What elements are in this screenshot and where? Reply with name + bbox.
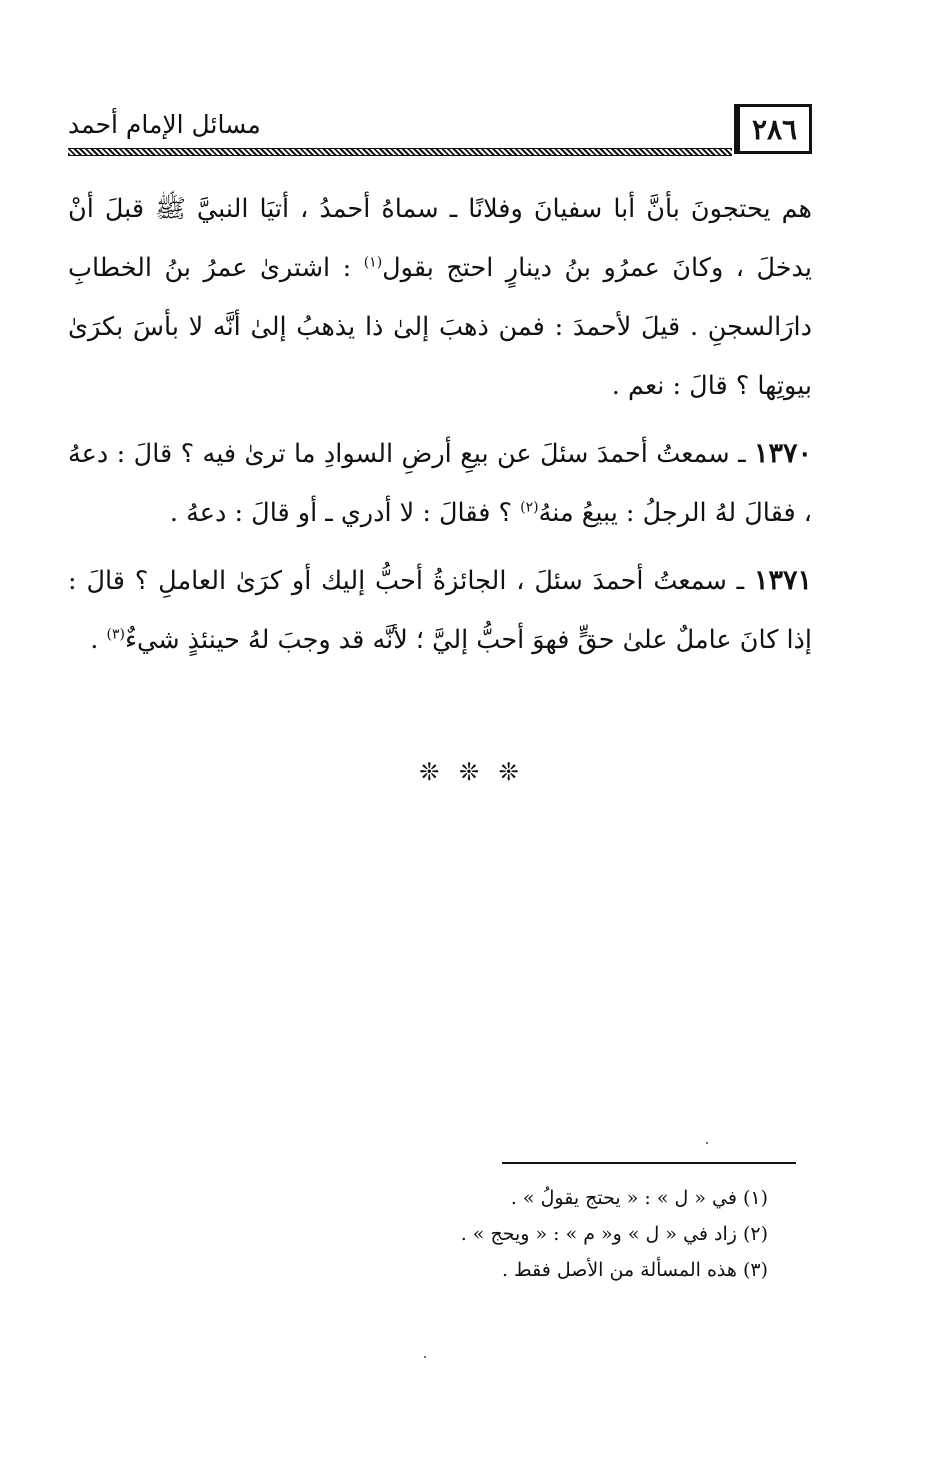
footnote-text: هذه المسألة من الأصل فقط . [501,1259,737,1281]
paragraph-continuation [68,180,812,416]
footnote-2 [348,1216,768,1252]
page-number: ٢٨٦ [734,104,812,154]
footnotes [348,1180,768,1288]
footnote-text: زاد في « ل » و« م » : « ويحج » . [460,1223,737,1245]
section-separator: ❊ ❊ ❊ [419,758,525,786]
issue-number: ١٣٧١ [753,565,812,596]
footnote-number: (٢) [742,1223,768,1245]
paragraph-text-tail: : اشترىٰ عمرُ بنُ الخطابِ دارَالسجنِ . قيلَ لأحمدَ : فمن ذهبَ إلىٰ ذا يذهبُ إلىٰ أنَّه لا بأسَ بكرَىٰ بيوتِها ؟ قالَ : نعم . [68,253,812,401]
footnote-ref-2[interactable]: (٢) [520,499,539,516]
issue-number: ١٣٧٠ [753,438,812,469]
footnote-1 [348,1180,768,1216]
issue-text: ـ سمعتُ أحمدَ سئلَ ، الجائزةُ أحبُّ إليك أو كرَىٰ العاملِ ؟ قالَ : إذا كانَ عاملٌ علىٰ حقٍّ فهوَ أحبُّ إليَّ ؛ لأنَّه قد وجبَ لهُ حينئذٍ شيءٌ [68,566,812,655]
issue-1371 [68,551,812,670]
main-text [68,180,812,670]
footnote-number: (١) [742,1187,768,1209]
page-header [68,100,812,162]
issue-text-tail: . [90,625,107,655]
paragraph-text: هم يحتجونَ بأنَّ أبا سفيانَ وفلانًا ـ سماهُ أحمدُ ، أتيَا النبيَّ ﷺ قبلَ أنْ يدخلَ ، وكانَ عمرُو بنُ دينارٍ احتج بقول [68,194,812,283]
running-title: مسائل الإمام أحمد [68,110,261,139]
footnote-ref-3[interactable]: (٣) [106,626,125,643]
header-rule [68,148,732,156]
scan-speck [424,1356,426,1358]
footnote-ref-1[interactable]: (١) [363,254,383,271]
issue-1370 [68,424,812,543]
issue-text: ـ سمعتُ أحمدَ سئلَ عن بيعِ أرضِ السوادِ ما ترىٰ فيه ؟ قالَ : دعهُ ، فقالَ لهُ الرجلُ : يبيعُ منهُ [68,439,812,528]
scan-speck [706,1142,708,1144]
issue-text-tail: ؟ فقالَ : لا أدري ـ أو قالَ : دعهُ . [169,498,521,528]
footnote-3 [348,1252,768,1288]
footnote-rule [502,1162,796,1164]
footnote-number: (٣) [742,1259,768,1281]
footnote-text: في « ل » : « يحتج يقولُ » . [510,1187,737,1209]
